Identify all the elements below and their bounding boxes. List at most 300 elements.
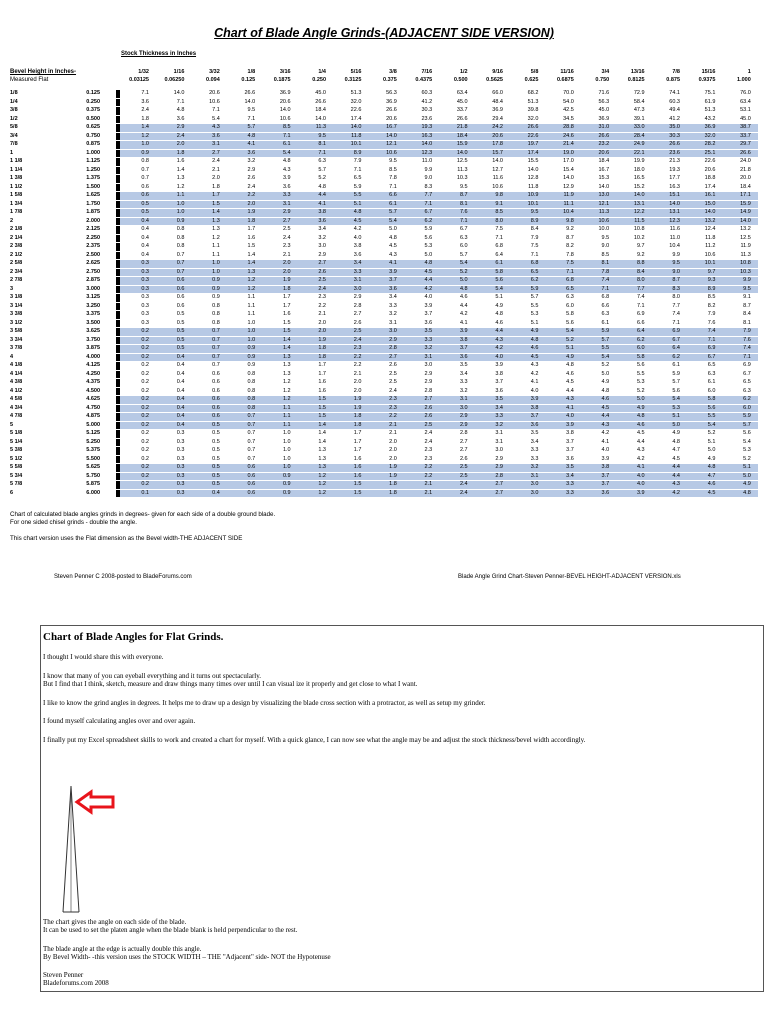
table-cell: 0.8	[212, 311, 220, 317]
column-fraction: 5/8	[530, 69, 539, 75]
row-label	[10, 481, 110, 489]
table-cell: 5.6	[424, 234, 433, 241]
table-cell: 7.6	[743, 336, 751, 343]
table-cell: 1.3	[282, 370, 291, 377]
table-row	[10, 175, 758, 183]
table-cell: 0.5	[212, 464, 220, 470]
table-cell: 4.2	[530, 370, 539, 377]
row-fraction: 4 1/8	[10, 362, 23, 368]
row-fraction: 2 5/8	[10, 260, 23, 266]
table-cell: 11.8	[528, 183, 539, 190]
row-fraction: 1 3/4	[10, 200, 23, 207]
table-cell: 26.6	[740, 149, 751, 156]
table-cell: 0.4	[176, 370, 185, 377]
table-cell: 0.1	[141, 489, 149, 496]
table-cell: 0.8	[247, 396, 256, 402]
table-cell: 2.0	[247, 200, 256, 207]
table-cell: 3.9	[495, 362, 503, 368]
table-cell: 0.3	[141, 277, 149, 283]
row-fraction: 3 1/8	[10, 294, 23, 300]
table-cell: 8.1	[743, 319, 751, 326]
column-header	[297, 69, 326, 84]
table-cell: 4.2	[601, 430, 610, 436]
table-cell: 15.2	[633, 183, 645, 190]
table-cell: 36.9	[704, 124, 716, 130]
table-cell: 2.1	[282, 251, 291, 258]
table-cell: 3.1	[282, 200, 291, 207]
table-cell: 0.9	[247, 345, 256, 351]
column-header	[616, 69, 645, 84]
table-cell: 1.2	[282, 379, 291, 385]
table-row	[10, 184, 758, 192]
row-label	[10, 311, 110, 319]
table-cell: 3.7	[424, 311, 433, 317]
table-cell: 19.3	[421, 124, 433, 130]
row-cells	[120, 277, 758, 285]
table-cell: 12.5	[456, 158, 468, 164]
row-cells	[120, 158, 758, 166]
column-fraction: 15/16	[701, 69, 716, 75]
table-cell: 3.8	[353, 243, 362, 249]
table-cell: 22.6	[350, 107, 362, 113]
table-cell: 0.5	[212, 455, 220, 462]
table-cell: 6.3	[459, 234, 468, 241]
table-cell: 2.7	[424, 396, 433, 402]
row-decimal: 5.000	[86, 421, 100, 428]
table-cell: 5.2	[566, 336, 574, 343]
table-cell: 4.2	[459, 311, 468, 317]
table-cell: 24.6	[563, 132, 574, 139]
table-row	[10, 133, 758, 141]
table-cell: 6.9	[672, 328, 680, 334]
column-fraction: 1/16	[173, 69, 185, 75]
table-cell: 12.2	[633, 209, 645, 215]
table-cell: 7.8	[566, 251, 574, 258]
note-3: This chart version uses the Flat dimension as the Bevel width-THE ADJACENT SIDE	[10, 535, 243, 542]
table-cell: 0.8	[212, 302, 220, 309]
table-cell: 33.7	[740, 132, 751, 139]
table-cell: 7.9	[530, 234, 539, 241]
table-cell: 2.0	[282, 260, 291, 266]
table-cell: 5.5	[530, 302, 539, 309]
table-cell: 7.1	[176, 98, 185, 105]
column-header	[545, 69, 574, 84]
table-row	[10, 286, 758, 294]
table-cell: 17.8	[492, 141, 503, 147]
table-cell: 4.6	[636, 421, 645, 428]
table-cell: 5.4	[566, 328, 574, 334]
table-cell: 2.3	[424, 447, 433, 453]
table-cell: 0.2	[141, 447, 149, 453]
table-cell: 3.3	[282, 192, 291, 198]
column-decimal: 0.8125	[627, 76, 645, 83]
table-cell: 14.0	[704, 209, 716, 215]
row-decimal: 1.375	[86, 175, 100, 181]
table-cell: 5.0	[743, 472, 751, 479]
table-cell: 4.3	[601, 421, 610, 428]
table-cell: 0.5	[212, 447, 220, 453]
table-cell: 3.4	[530, 438, 539, 445]
table-cell: 28.4	[633, 132, 645, 139]
thickness-label: Stock Thickness in Inches	[121, 51, 197, 57]
table-cell: 1.1	[247, 311, 256, 317]
table-cell: 0.7	[247, 413, 256, 419]
table-row	[10, 158, 758, 166]
table-cell: 0.5	[176, 319, 185, 326]
table-cell: 6.5	[566, 285, 574, 292]
table-cell: 4.8	[601, 387, 610, 394]
table-cell: 3.8	[495, 370, 503, 377]
table-cell: 2.4	[424, 430, 433, 436]
table-cell: 43.2	[704, 115, 716, 122]
table-cell: 7.8	[601, 268, 610, 275]
table-cell: 7.7	[424, 192, 433, 198]
table-cell: 4.1	[247, 141, 256, 147]
table-cell: 3.8	[459, 336, 468, 343]
column-decimal: 0.5625	[486, 76, 503, 83]
row-decimal: 4.125	[86, 362, 100, 368]
table-cell: 3.4	[389, 294, 397, 300]
table-cell: 14.0	[386, 132, 397, 139]
table-cell: 2.4	[176, 132, 185, 139]
table-cell: 1.2	[282, 387, 291, 394]
table-cell: 1.8	[389, 489, 397, 496]
table-cell: 0.6	[212, 396, 220, 402]
table-cell: 7.1	[212, 107, 220, 113]
column-header	[580, 69, 609, 84]
table-cell: 8.7	[743, 302, 751, 309]
row-label	[10, 269, 110, 277]
row-cells	[120, 371, 758, 379]
table-cell: 0.2	[141, 387, 149, 394]
table-cell: 18.4	[456, 132, 468, 139]
table-cell: 0.8	[212, 319, 220, 326]
row-fraction: 3 1/2	[10, 319, 23, 326]
table-cell: 7.1	[672, 319, 680, 326]
table-cell: 3.3	[566, 489, 574, 496]
row-cells	[120, 235, 758, 243]
table-cell: 6.8	[566, 277, 574, 283]
row-label	[10, 345, 110, 353]
table-cell: 3.3	[530, 447, 539, 453]
table-cell: 2.0	[353, 379, 362, 385]
table-cell: 1.7	[282, 294, 291, 300]
table-cell: 1.7	[353, 447, 362, 453]
row-label	[10, 328, 110, 336]
table-cell: 6.9	[707, 345, 716, 351]
table-cell: 0.7	[247, 455, 256, 462]
row-decimal: 4.500	[86, 387, 100, 394]
table-cell: 47.3	[633, 107, 645, 113]
table-cell: 6.7	[743, 370, 751, 377]
table-row	[10, 294, 758, 302]
table-cell: 0.5	[141, 200, 149, 207]
column-decimal: 0.6875	[556, 76, 574, 83]
table-cell: 0.5	[212, 430, 220, 436]
table-cell: 1.1	[247, 294, 256, 300]
column-header	[262, 69, 291, 84]
table-cell: 36.9	[279, 90, 291, 96]
table-cell: 2.6	[424, 413, 433, 419]
table-cell: 21.8	[456, 124, 468, 130]
row-cells	[120, 269, 758, 277]
row-decimal: 2.375	[86, 243, 100, 249]
table-cell: 1.9	[353, 396, 362, 402]
table-cell: 4.9	[743, 481, 751, 487]
row-cells	[120, 396, 758, 404]
table-cell: 0.9	[247, 362, 256, 368]
table-cell: 1.5	[318, 404, 326, 411]
row-label	[10, 260, 110, 268]
table-row	[10, 473, 758, 481]
row-fraction: 2 3/4	[10, 268, 23, 275]
table-cell: 0.2	[141, 404, 149, 411]
doc-paragraph-2a: I know that many of you can eyeball everything and it turns out spectacularly.	[43, 672, 262, 680]
table-cell: 5.2	[459, 268, 468, 275]
table-cell: 1.4	[176, 166, 185, 173]
table-cell: 5.1	[495, 294, 503, 300]
row-decimal: 0.500	[86, 115, 100, 122]
table-cell: 14.0	[456, 149, 468, 156]
row-decimal: 3.750	[86, 336, 100, 343]
doc-title: Chart of Blade Angles for Flat Grinds.	[43, 631, 224, 643]
table-cell: 1.7	[212, 192, 220, 198]
table-cell: 4.5	[636, 430, 645, 436]
table-cell: 1.0	[282, 447, 291, 453]
table-cell: 8.4	[530, 226, 539, 232]
table-cell: 1.0	[176, 200, 185, 207]
table-cell: 0.5	[212, 481, 220, 487]
table-row	[10, 430, 758, 438]
table-cell: 3.8	[318, 209, 326, 215]
column-fraction: 7/16	[421, 69, 433, 75]
table-cell: 14.0	[421, 141, 433, 147]
table-cell: 23.6	[421, 115, 433, 122]
table-cell: 5.3	[424, 243, 433, 249]
table-cell: 1.0	[247, 328, 256, 334]
table-cell: 5.4	[601, 353, 610, 360]
row-label	[10, 235, 110, 243]
table-cell: 1.1	[212, 243, 220, 249]
table-cell: 4.3	[495, 336, 503, 343]
table-cell: 12.4	[704, 226, 716, 232]
table-cell: 5.2	[636, 387, 645, 394]
table-cell: 2.0	[389, 455, 397, 462]
table-cell: 6.4	[495, 251, 503, 258]
row-label	[10, 141, 110, 149]
table-cell: 7.9	[743, 328, 751, 334]
row-label	[10, 354, 110, 362]
table-cell: 4.4	[672, 472, 680, 479]
table-cell: 3.6	[424, 319, 433, 326]
table-cell: 4.3	[672, 481, 680, 487]
table-row	[10, 337, 758, 345]
table-cell: 4.2	[424, 285, 433, 292]
table-cell: 6.2	[672, 353, 680, 360]
table-cell: 1.3	[212, 226, 220, 232]
column-decimal: 1.000	[737, 76, 751, 83]
table-cell: 2.7	[459, 438, 468, 445]
table-cell: 7.1	[282, 132, 291, 139]
table-cell: 4.4	[495, 328, 503, 334]
column-header	[474, 69, 503, 84]
table-cell: 41.2	[669, 115, 680, 122]
row-fraction: 3	[10, 285, 14, 292]
table-cell: 1.6	[282, 311, 291, 317]
table-cell: 2.5	[353, 328, 362, 334]
table-cell: 1.4	[141, 124, 149, 130]
table-cell: 22.1	[633, 149, 645, 156]
column-decimal: 0.375	[383, 76, 397, 83]
table-row	[10, 345, 758, 353]
table-cell: 4.2	[672, 489, 680, 496]
table-cell: 9.5	[459, 183, 468, 190]
table-cell: 5.5	[707, 413, 716, 419]
table-row	[10, 235, 758, 243]
table-cell: 18.4	[315, 107, 326, 113]
column-fraction: 11/16	[560, 69, 574, 75]
table-cell: 0.4	[212, 489, 220, 496]
table-cell: 5.7	[743, 421, 751, 428]
table-cell: 35.0	[669, 124, 680, 130]
table-cell: 0.2	[141, 370, 149, 377]
table-cell: 6.1	[282, 141, 291, 147]
table-cell: 4.2	[636, 455, 645, 462]
table-cell: 2.9	[459, 413, 468, 419]
table-cell: 11.0	[669, 234, 680, 241]
table-cell: 3.3	[495, 413, 503, 419]
column-fraction: 1/32	[138, 69, 149, 75]
table-cell: 1.2	[282, 396, 291, 402]
table-cell: 7.4	[743, 345, 751, 351]
table-cell: 4.9	[707, 455, 716, 462]
column-fraction: 1/4	[318, 69, 326, 75]
column-decimal: 0.4375	[415, 76, 433, 83]
table-cell: 8.8	[636, 260, 645, 266]
table-cell: 12.1	[386, 141, 397, 147]
table-cell: 0.9	[212, 285, 220, 292]
column-header	[155, 69, 184, 84]
table-cell: 8.5	[601, 251, 610, 258]
table-cell: 7.1	[141, 90, 149, 96]
table-cell: 4.6	[601, 396, 610, 402]
table-cell: 5.9	[530, 285, 539, 292]
row-decimal: 3.875	[86, 345, 100, 351]
table-cell: 5.4	[707, 421, 716, 428]
table-cell: 9.8	[566, 217, 574, 224]
row-label	[10, 277, 110, 285]
table-cell: 1.5	[247, 243, 256, 249]
table-cell: 9.1	[743, 294, 751, 300]
row-decimal: 3.500	[86, 319, 100, 326]
doc-paragraph-4: I found myself calculating angles over and over again.	[43, 717, 196, 725]
row-label	[10, 294, 110, 302]
column-decimal: 0.625	[524, 76, 539, 83]
table-cell: 1.6	[353, 472, 362, 479]
table-cell: 0.5	[176, 328, 185, 334]
row-label	[10, 201, 110, 209]
table-cell: 28.8	[563, 124, 574, 130]
table-cell: 2.2	[353, 362, 362, 368]
table-cell: 2.7	[495, 489, 503, 496]
table-cell: 5.4	[389, 217, 397, 224]
row-decimal: 0.625	[86, 124, 100, 130]
row-cells	[120, 430, 758, 438]
table-cell: 2.7	[389, 353, 397, 360]
table-row	[10, 124, 758, 132]
table-cell: 6.5	[530, 268, 539, 275]
table-cell: 4.1	[389, 260, 397, 266]
table-cell: 3.4	[353, 260, 362, 266]
note-2: For one sided chisel grinds - double the angle.	[10, 519, 137, 526]
row-decimal: 3.250	[86, 302, 100, 309]
table-cell: 4.8	[459, 285, 468, 292]
table-cell: 6.3	[318, 158, 326, 164]
table-cell: 1.4	[318, 438, 326, 445]
table-cell: 6.1	[601, 319, 610, 326]
table-cell: 3.2	[247, 158, 256, 164]
row-cells	[120, 422, 758, 430]
table-cell: 7.1	[707, 336, 716, 343]
row-cells	[120, 490, 758, 498]
table-cell: 1.7	[353, 438, 362, 445]
table-cell: 15.1	[669, 192, 680, 198]
bevel-height-label: Bevel Height in Inches-	[10, 69, 77, 75]
row-cells	[120, 413, 758, 421]
table-cell: 6.8	[495, 243, 503, 249]
table-cell: 5.6	[672, 387, 680, 394]
row-cells	[120, 405, 758, 413]
table-cell: 4.0	[424, 294, 433, 300]
table-cell: 2.4	[282, 234, 291, 241]
row-label	[10, 124, 110, 132]
row-fraction: 7/8	[10, 141, 18, 147]
table-cell: 0.6	[247, 481, 256, 487]
table-cell: 0.7	[247, 447, 256, 453]
table-cell: 39.1	[633, 115, 645, 122]
table-cell: 16.7	[386, 124, 397, 130]
table-cell: 0.7	[212, 336, 220, 343]
table-cell: 14.0	[492, 158, 503, 164]
table-cell: 3.0	[530, 481, 539, 487]
table-cell: 1.1	[176, 192, 185, 198]
table-cell: 2.7	[495, 481, 503, 487]
table-cell: 20.6	[704, 166, 716, 173]
table-cell: 1.9	[353, 404, 362, 411]
table-cell: 5.1	[743, 464, 751, 470]
table-cell: 3.5	[424, 328, 433, 334]
table-cell: 11.8	[705, 234, 716, 241]
table-cell: 2.4	[247, 183, 256, 190]
table-cell: 3.7	[459, 345, 468, 351]
row-cells	[120, 260, 758, 268]
table-cell: 8.1	[459, 200, 468, 207]
table-cell: 11.0	[421, 158, 433, 164]
table-cell: 0.2	[141, 455, 149, 462]
row-decimal: 1.625	[86, 192, 100, 198]
table-row	[10, 362, 758, 370]
table-cell: 0.3	[176, 430, 185, 436]
table-cell: 18.4	[598, 158, 610, 164]
row-label	[10, 405, 110, 413]
table-cell: 2.1	[389, 421, 397, 428]
table-cell: 7.1	[743, 353, 751, 360]
table-cell: 0.3	[176, 447, 185, 453]
table-cell: 51.3	[350, 90, 362, 96]
table-cell: 14.0	[173, 90, 185, 96]
table-row	[10, 413, 758, 421]
column-header	[509, 69, 538, 84]
